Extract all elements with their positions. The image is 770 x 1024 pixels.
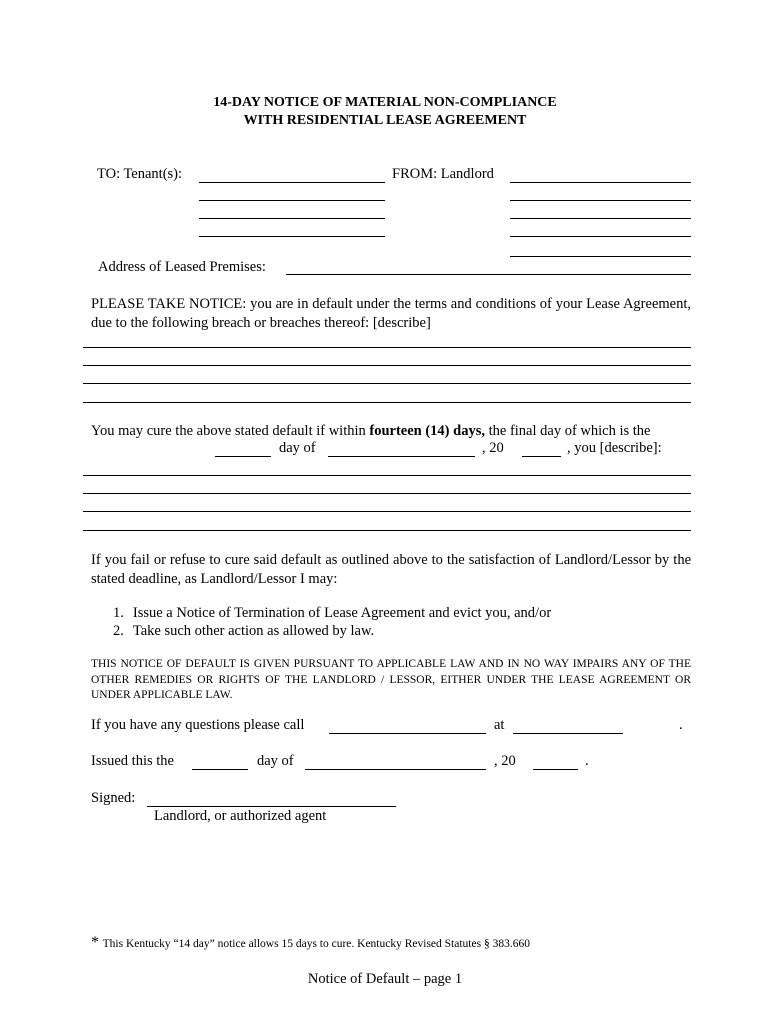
issued-year-prefix: , 20 — [494, 753, 516, 769]
notice-text: PLEASE TAKE NOTICE: you are in default under the terms and conditions of your Lease Agreement, due to the following breach or breaches thereof: [describe] — [91, 296, 691, 331]
issued-year-blank[interactable] — [533, 769, 578, 770]
cure-text: You may cure the above stated default if within fourteen (14) days, the final day of which is the — [91, 423, 651, 439]
breach-line-4[interactable] — [83, 402, 691, 403]
signature-line[interactable] — [147, 806, 396, 807]
issued-month-blank[interactable] — [305, 769, 486, 770]
list-item: 2. Take such other action as allowed by law. — [113, 623, 375, 639]
cure-month-blank[interactable] — [328, 456, 475, 457]
tenant-label: TO: Tenant(s): — [97, 166, 183, 182]
list-item: 1. Issue a Notice of Termination of Lease Agreement and evict you, and/or — [113, 605, 552, 621]
tenant-name-line-1[interactable] — [199, 182, 385, 183]
breach-line-2[interactable] — [83, 365, 691, 366]
landlord-name-line-3[interactable] — [510, 218, 691, 219]
landlord-name-line-2[interactable] — [510, 200, 691, 201]
cure-year-blank[interactable] — [522, 456, 561, 457]
title-line-2: WITH RESIDENTIAL LEASE AGREEMENT — [243, 113, 527, 128]
tenant-name-line-4[interactable] — [199, 236, 385, 237]
landlord-label: FROM: Landlord — [392, 166, 494, 182]
page-footer: Notice of Default – page 1 — [307, 971, 463, 987]
cure-year-prefix: , 20 — [482, 440, 504, 456]
issued-day-of: day of — [257, 753, 294, 769]
cure-describe-line-1[interactable] — [83, 475, 691, 476]
contact-period: . — [679, 717, 683, 733]
landlord-name-line-5[interactable] — [510, 256, 691, 257]
landlord-name-line-4[interactable] — [510, 236, 691, 237]
cure-day-of: day of — [279, 440, 316, 456]
breach-line-1[interactable] — [83, 347, 691, 348]
contact-at-blank[interactable] — [513, 733, 623, 734]
address-line[interactable] — [286, 274, 691, 275]
title-line-1: 14-DAY NOTICE OF MATERIAL NON-COMPLIANCE — [213, 95, 557, 110]
cure-describe-line-2[interactable] — [83, 493, 691, 494]
address-label: Address of Leased Premises: — [98, 259, 266, 275]
at-label: at — [494, 717, 505, 733]
phone-blank[interactable] — [329, 733, 486, 734]
footnote: * This Kentucky “14 day” notice allows 15 days to cure. Kentucky Revised Statutes § 383.660 — [91, 934, 530, 951]
failure-text: If you fail or refuse to cure said default as outlined above to the satisfaction of Landlord/Lessor by the stated deadline, as Landlord/Lessor I may: — [91, 552, 691, 587]
issued-day-blank[interactable] — [192, 769, 248, 770]
cure-describe-line-4[interactable] — [83, 530, 691, 531]
landlord-name-line-1[interactable] — [510, 182, 691, 183]
questions-label: If you have any questions please call — [91, 717, 305, 733]
cure-day-blank[interactable] — [215, 456, 271, 457]
issued-label: Issued this the — [91, 753, 174, 769]
tenant-name-line-2[interactable] — [199, 200, 385, 201]
signed-label: Signed: — [91, 790, 136, 806]
cure-describe-line-3[interactable] — [83, 511, 691, 512]
breach-line-3[interactable] — [83, 383, 691, 384]
cure-you-describe: , you [describe]: — [567, 440, 662, 456]
disclaimer-text: THIS NOTICE OF DEFAULT IS GIVEN PURSUANT TO APPLICABLE LAW AND IN NO WAY IMPAIRS ANY OF THE OTHER REMEDIES OR RIGHTS OF THE LANDLORD / LESSOR, EITHER UNDER THE LEASE AGREEMENT OR UNDER APPLICABLE LAW. — [91, 658, 691, 701]
signature-caption: Landlord, or authorized agent — [154, 808, 327, 824]
issued-period: . — [585, 753, 589, 769]
tenant-name-line-3[interactable] — [199, 218, 385, 219]
